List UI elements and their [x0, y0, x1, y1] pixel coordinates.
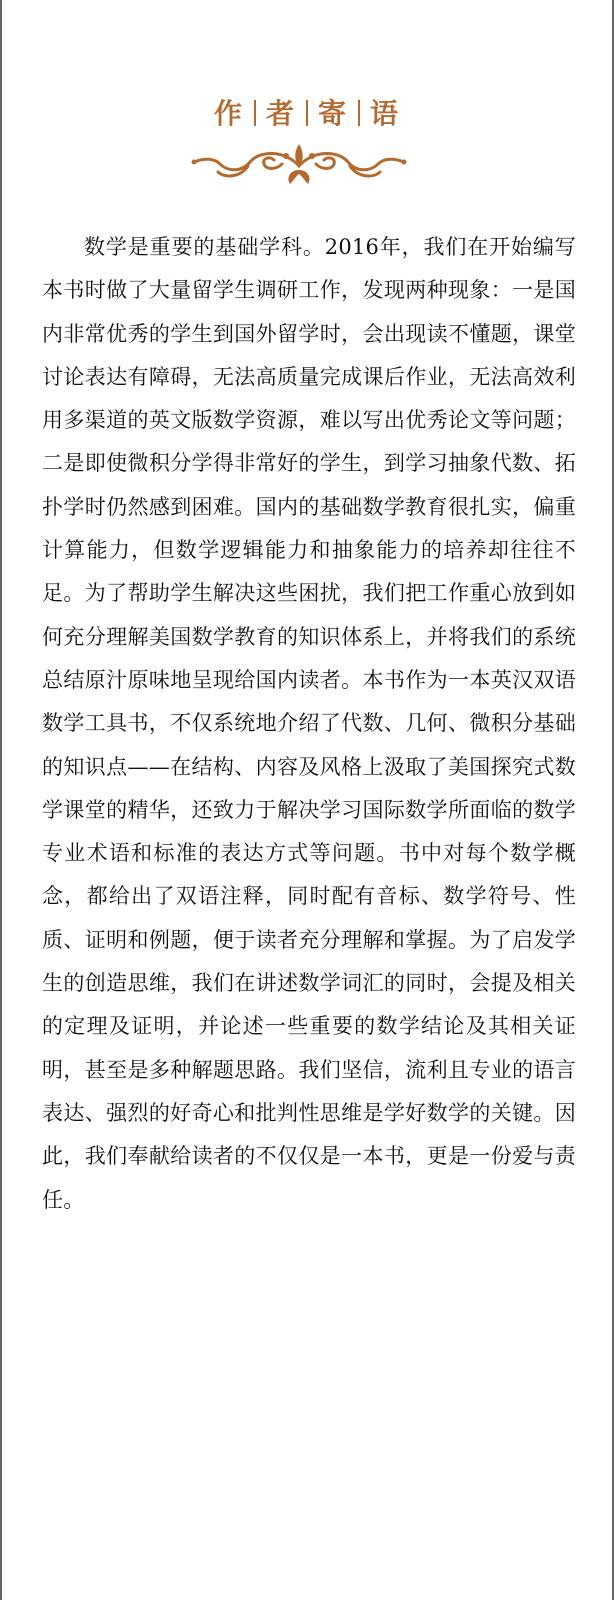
title-divider: [254, 100, 256, 126]
title-char: 作: [213, 97, 244, 130]
title-char: 者: [265, 97, 296, 130]
section-title: [2, 92, 612, 132]
title-divider: [358, 100, 360, 126]
flourish-ornament-icon: [190, 140, 408, 188]
title-char: 寄: [318, 97, 349, 130]
title-divider: [306, 100, 308, 126]
title-char: 语: [370, 97, 401, 130]
author-message-paragraph: 数学是重要的基础学科。2016年，我们在开始编写本书时做了大量留学生调研工作，发现两种现象：一是国内非常优秀的学生到国外留学时，会出现读不懂题，课堂讨论表达有障碍，无法高质量完成课后作业，无法高效利用多渠道的英文版数学资源，难以写出优秀论文等问题；二是即使微积分学得非常好的学生，到学习抽象代数、拓扑学时仍然感到困难。国内的基础数学教育很扎实，偏重计算能力，但数学逻辑能力和抽象能力的培养却往往不足。为了帮助学生解决这些困扰，我们把工作重心放到如何充分理解美国数学教育的知识体系上，并将我们的系统总结原汁原味地呈现给国内读者。本书作为一本英汉双语数学工具书，不仅系统地介绍了代数、几何、微积分基础的知识点——在结构、内容及风格上汲取了美国探究式数学课堂的精华，还致力于解决学习国际数学所面临的数学专业术语和标准的表达方式等问题。书中对每个数学概念，都给出了双语注释，同时配有音标、数学符号、性质、证明和例题，便于读者充分理解和掌握。为了启发学生的创造思维，我们在讲述数学词汇的同时，会提及相关的定理及证明，并论述一些重要的数学结论及其相关证明，甚至是多种解题思路。我们坚信，流利且专业的语言表达、强烈的好奇心和批判性思维是学好数学的关键。因此，我们奉献给读者的不仅仅是一本书，更是一份爱与责任。: [42, 235, 576, 1212]
